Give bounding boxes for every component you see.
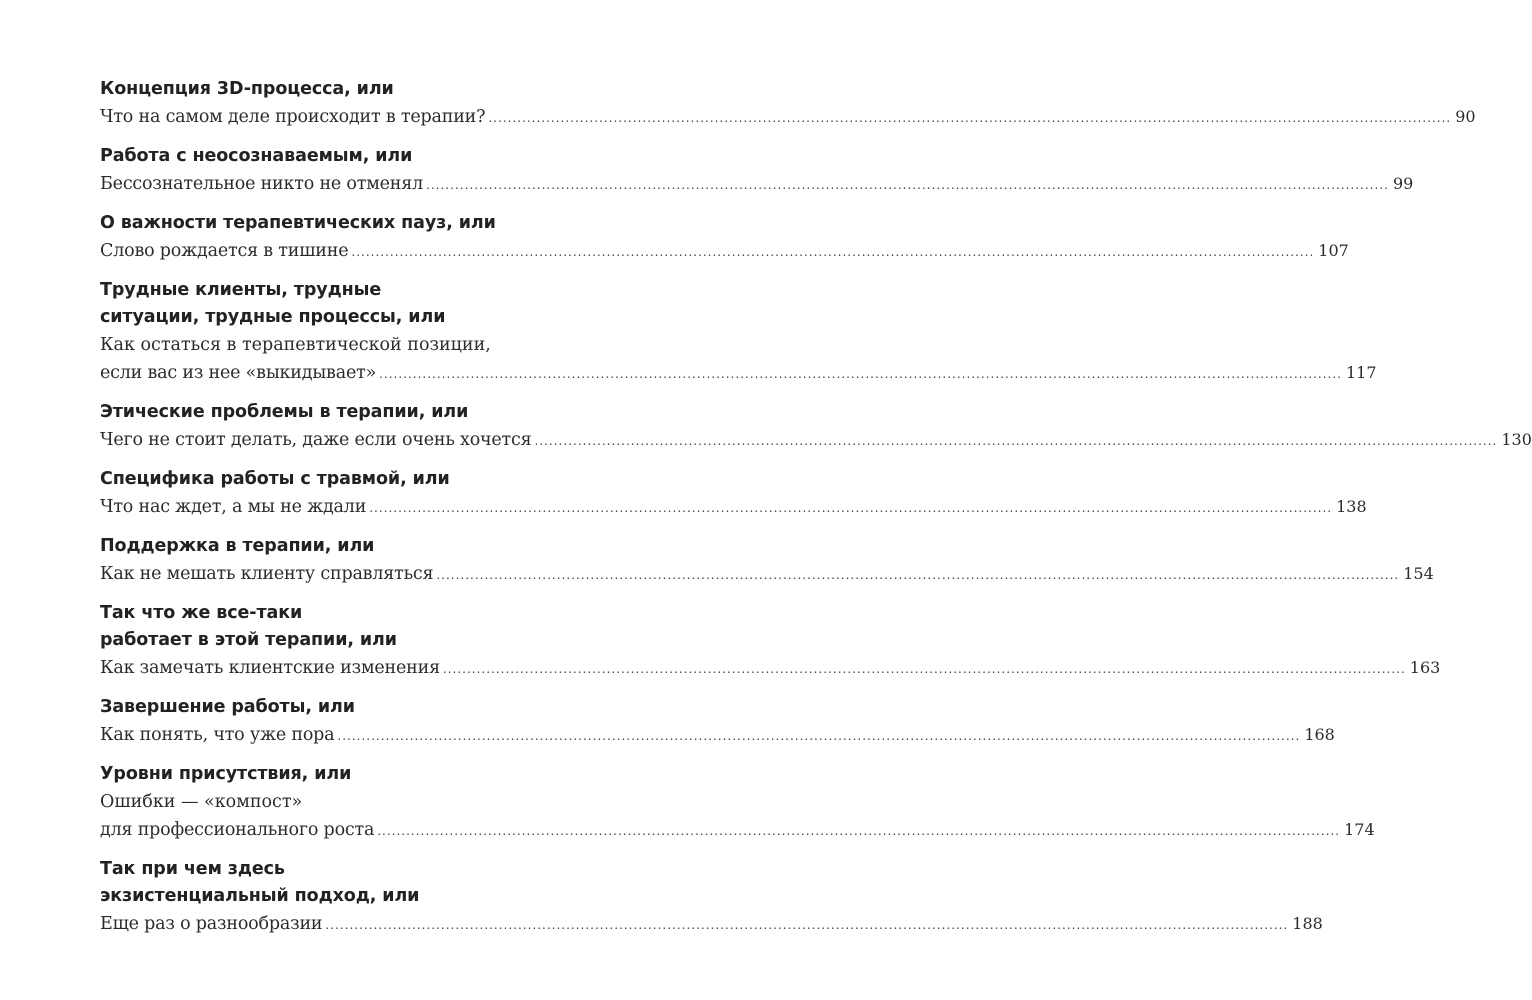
- toc-entry-heading: Концепция 3D-процесса, или: [100, 79, 394, 99]
- toc-entry-leader-line: [100, 359, 1377, 388]
- page-number: 107: [1318, 241, 1349, 260]
- toc-entry-leader-line: [100, 721, 1335, 750]
- page-number: 138: [1336, 497, 1367, 516]
- toc-entry-subtitle: Чего не стоит делать, даже если очень хочется: [100, 430, 532, 450]
- toc-entry: [100, 856, 1323, 939]
- dot-leader: ........................................................................................................................................................................................................: [325, 918, 1289, 932]
- dot-leader: ........................................................................................................................................................................................................: [436, 568, 1400, 582]
- toc-entry-heading: Так при чем здесь: [100, 859, 285, 879]
- toc-entry: [100, 466, 1367, 522]
- toc-entry-leader-line: [100, 170, 1414, 199]
- dot-leader: ........................................................................................................................................................................................................: [379, 367, 1342, 381]
- dot-leader: ........................................................................................................................................................................................................: [351, 245, 1315, 259]
- page-number: 130: [1501, 430, 1532, 449]
- toc-entry-subtitle: Как не мешать клиенту справляться: [100, 564, 434, 584]
- toc-entry: [100, 76, 1476, 132]
- toc-entry-subtitle: Что нас ждет, а мы не ждали: [100, 497, 367, 517]
- toc-entry-leader-line: [100, 237, 1349, 266]
- toc-entry-heading: экзистенциальный подход, или: [100, 886, 420, 906]
- toc-entry-heading: Этические проблемы в терапии, или: [100, 402, 469, 422]
- dot-leader: ........................................................................................................................................................................................................: [442, 662, 1406, 676]
- dot-leader: ........................................................................................................................................................................................................: [426, 178, 1389, 192]
- toc-entry-subtitle: Как понять, что уже пора: [100, 725, 335, 745]
- page-number: 163: [1409, 658, 1441, 677]
- toc-entry-heading: Специфика работы с травмой, или: [100, 469, 450, 489]
- toc-entry: [100, 761, 1375, 845]
- toc-entry-leader-line: [100, 816, 1375, 845]
- page-number: 168: [1304, 725, 1335, 744]
- page-number: 174: [1344, 820, 1375, 839]
- toc-entry-heading: Работа с неосознаваемым, или: [100, 146, 413, 166]
- toc-entry-heading: Завершение работы, или: [100, 697, 355, 717]
- toc-entry: [100, 277, 1377, 388]
- dot-leader: ........................................................................................................................................................................................................: [377, 824, 1341, 838]
- dot-leader: ........................................................................................................................................................................................................: [488, 111, 1452, 125]
- toc-entry: [100, 533, 1434, 589]
- toc-entry-heading: Поддержка в терапии, или: [100, 536, 375, 556]
- toc-entry-subtitle: Бессознательное никто не отменял: [100, 174, 424, 194]
- toc-entry-leader-line: [100, 654, 1441, 683]
- toc-entry-heading: Уровни присутствия, или: [100, 764, 352, 784]
- toc-entry: [100, 143, 1414, 199]
- page-number: 117: [1345, 363, 1377, 382]
- toc-entry-leader-line: [100, 560, 1434, 589]
- toc-entry: [100, 399, 1532, 455]
- toc-entry-leader-line: [100, 493, 1367, 522]
- toc-entry: [100, 210, 1349, 266]
- toc-entry-leader-line: [100, 426, 1532, 455]
- toc-entry-heading: работает в этой терапии, или: [100, 630, 397, 650]
- page-number: 154: [1403, 564, 1434, 583]
- page-number: 188: [1292, 914, 1323, 933]
- page-number: 90: [1455, 107, 1476, 126]
- toc-entry-heading: Так что же все-таки: [100, 603, 303, 623]
- toc-entry-heading: ситуации, трудные процессы, или: [100, 307, 446, 327]
- toc-entry: [100, 600, 1441, 683]
- table-of-contents: [100, 76, 1532, 950]
- toc-entry-subtitle: Как замечать клиентские изменения: [100, 658, 440, 678]
- toc-entry-heading: Трудные клиенты, трудные: [100, 280, 382, 300]
- toc-entry-heading: О важности терапевтических пауз, или: [100, 213, 496, 233]
- dot-leader: ........................................................................................................................................................................................................: [369, 501, 1333, 515]
- toc-entry: [100, 694, 1335, 750]
- toc-entry-subtitle: Как остаться в терапевтической позиции,: [100, 335, 491, 355]
- page-number: 99: [1392, 174, 1414, 193]
- toc-entry-subtitle: Еще раз о разнообразии: [100, 914, 323, 934]
- dot-leader: ........................................................................................................................................................................................................: [337, 729, 1301, 743]
- toc-entry-subtitle: Что на самом деле происходит в терапии?: [100, 107, 486, 127]
- dot-leader: ........................................................................................................................................................................................................: [534, 434, 1498, 448]
- toc-entry-subtitle: Ошибки — «компост»: [100, 792, 303, 812]
- toc-entry-subtitle: для профессионального роста: [100, 820, 375, 840]
- toc-entry-leader-line: [100, 910, 1323, 939]
- toc-entry-leader-line: [100, 103, 1476, 132]
- toc-entry-subtitle: Слово рождается в тишине: [100, 241, 349, 261]
- toc-entry-subtitle: если вас из нее «выкидывает»: [100, 363, 377, 383]
